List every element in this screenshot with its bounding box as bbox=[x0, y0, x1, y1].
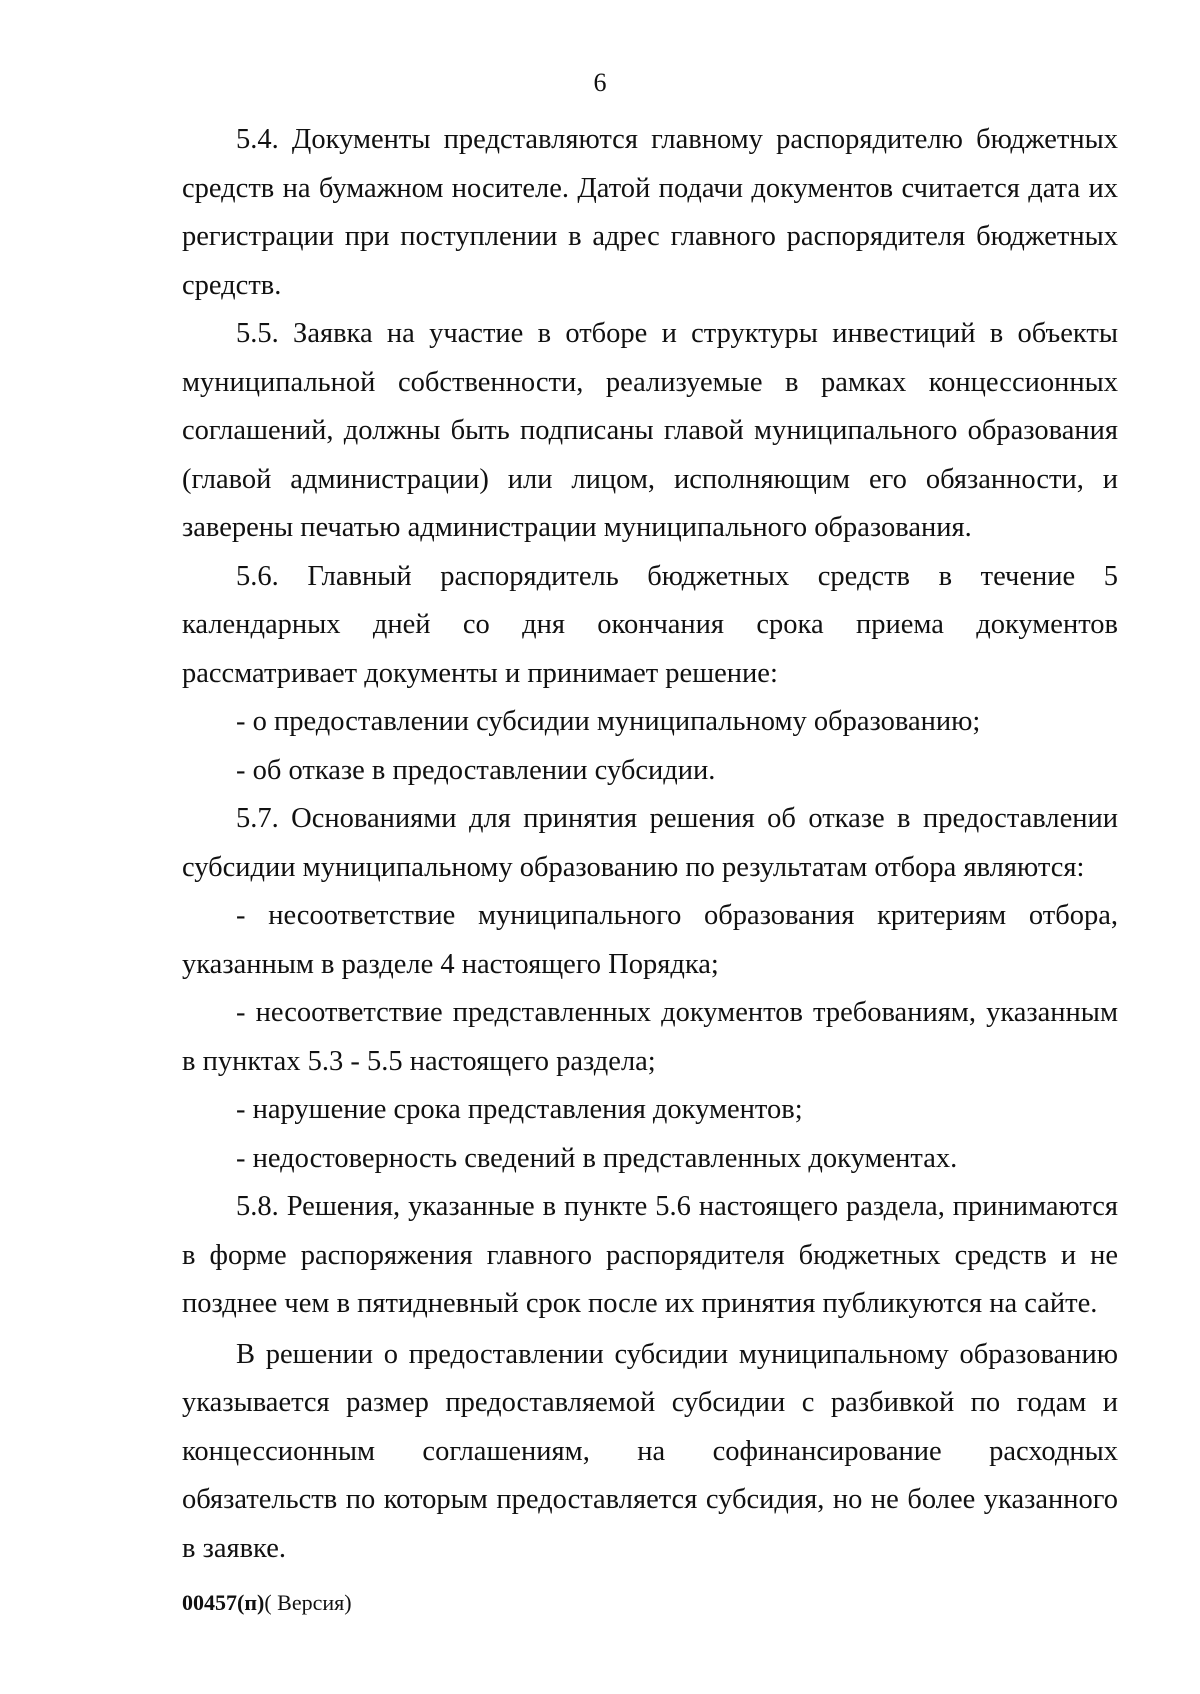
document-code: 00457(п) bbox=[182, 1590, 265, 1615]
paragraph-5-7: 5.7. Основаниями для принятия решения об отказе в предоставлении субсидии муниципальному образованию по результатам отбора являются: bbox=[182, 803, 1118, 883]
list-item: - недостоверность сведений в представленных документах. bbox=[236, 1142, 958, 1174]
paragraph-5-8: 5.8. Решения, указанные в пункте 5.6 настоящего раздела, принимаются в форме распоряжения главного распорядителя бюджетных средств и не позднее чем в пятидневный срок после их принятия публикуются на сайте. bbox=[182, 1191, 1118, 1319]
paragraph-5-4: 5.4. Документы представляются главному распорядителю бюджетных средств на бумажном носителе. Датой подачи документов считается дата их регистрации при поступлении в адрес главного распорядителя бюджетных средств. bbox=[182, 124, 1118, 301]
list-item: - нарушение срока представления документов; bbox=[236, 1094, 803, 1125]
paragraph-decision-details: В решении о предоставлении субсидии муниципальному образованию указывается размер предоставляемой субсидии с разбивкой по годам и концессионным соглашениям, на софинансирование расходных обязательств по которым предоставляется субсидия, но не более указанного в заявке. bbox=[182, 1338, 1118, 1564]
paragraph-5-6: 5.6. Главный распорядитель бюджетных средств в течение 5 календарных дней со дня окончания срока приема документов рассматривает документы и принимает решение: bbox=[182, 560, 1118, 689]
document-footer-code bbox=[182, 1590, 352, 1616]
paragraph-5-5: 5.5. Заявка на участие в отборе и структуры инвестиций в объекты муниципальной собственности, реализуемые в рамках концессионных соглашений, должны быть подписаны главой муниципального образования (главой администрации) или лицом, исполняющим его обязанности, и заверены печатью администрации муниципального образования. bbox=[182, 318, 1118, 543]
page-number: 6 bbox=[593, 68, 607, 97]
list-item: - об отказе в предоставлении субсидии. bbox=[236, 754, 716, 786]
document-version: ( Версия) bbox=[264, 1590, 352, 1615]
list-item: - о предоставлении субсидии муниципальному образованию; bbox=[236, 706, 981, 737]
list-item: - несоответствие муниципального образования критериям отбора, указанным в разделе 4 настоящего Порядка; bbox=[182, 900, 1118, 980]
document-body bbox=[182, 116, 1118, 1573]
list-item: - несоответствие представленных документов требованиям, указанным в пунктах 5.3 - 5.5 настоящего раздела; bbox=[182, 997, 1118, 1077]
